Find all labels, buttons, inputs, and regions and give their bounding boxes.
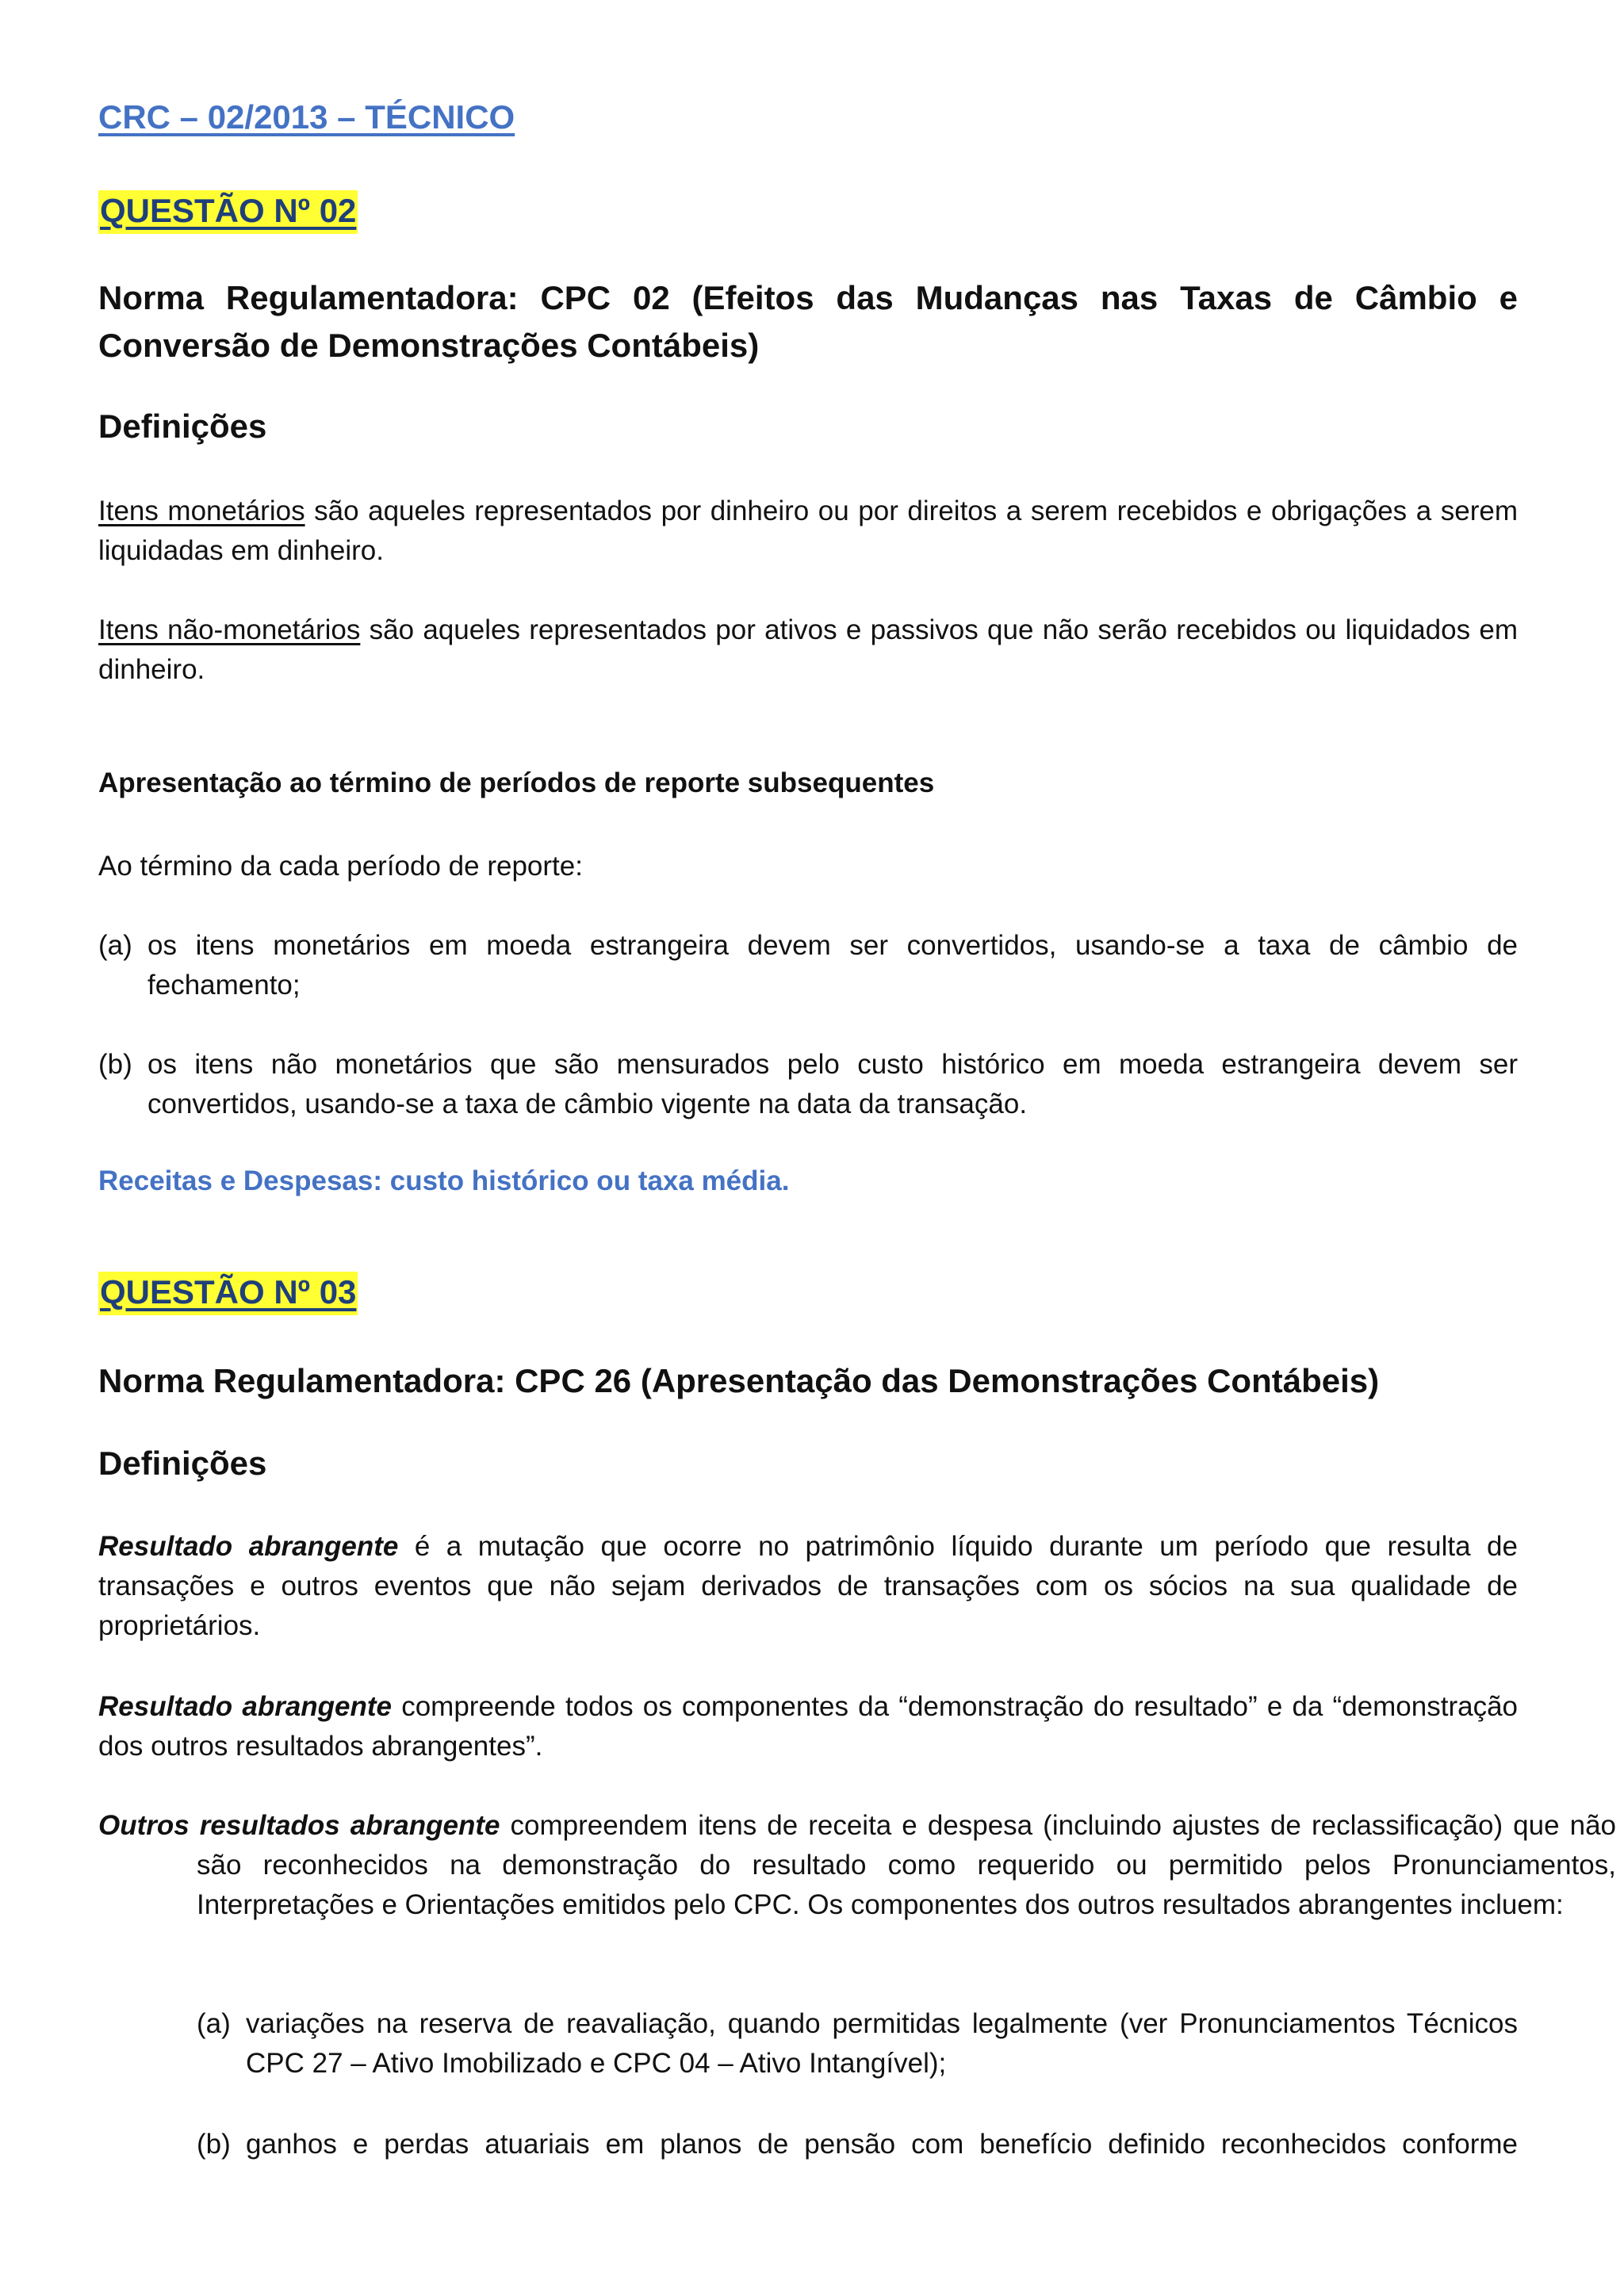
definition-monetary-text: são aqueles representados por dinheiro ou por direitos a serem recebidos e obrigações a serem liquidadas em dinheiro. (98, 496, 1518, 566)
definition-comprehensive-income-text: é a mutação que ocorre no patrimônio líquido durante um período que resulta de transações e outros eventos que não sejam derivados de transações com os sócios na sua qualidade de proprietários. (98, 1531, 1518, 1641)
list-item-a-q3-text: variações na reserva de reavaliação, quando permitidas legalmente (ver Pronunciamentos Técnicos CPC 27 – Ativo Imobilizado e CPC 04 – Ativo Intangível); (246, 2008, 1518, 2079)
definitions-title-03: Definições (98, 1445, 267, 1482)
list-item-b-q3 (197, 2125, 1518, 2164)
term-itens-nao-monetarios: Itens não-monetários (98, 614, 361, 645)
term-itens-monetarios: Itens monetários (98, 496, 305, 526)
term-outros-resultados-abrangente: Outros resultados abrangente (98, 1810, 500, 1841)
norma-cpc-26: Norma Regulamentadora: CPC 26 (Apresentação das Demonstrações Contábeis) (98, 1362, 1380, 1399)
document-title: CRC – 02/2013 – TÉCNICO (98, 98, 515, 136)
definition-paragraph-non-monetary (98, 610, 1518, 690)
list-marker-b: (b) (98, 1049, 132, 1080)
question-heading-03-text: QUESTÃO Nº 03 (98, 1272, 358, 1315)
list-marker-a: (a) (98, 930, 132, 961)
list-item-a-q3 (197, 2004, 1518, 2084)
definition-paragraph-comprehensive-income-2 (98, 1687, 1518, 1766)
list-marker-a-q3: (a) (197, 2008, 231, 2039)
list-item-b-q3-text: ganhos e perdas atuariais em planos de pensão com benefício definido reconhecidos conforme (246, 2129, 1518, 2160)
definition-non-monetary-text: são aqueles representados por ativos e passivos que não serão recebidos ou liquidados em dinheiro. (98, 614, 1519, 685)
question-heading-02 (98, 192, 1518, 230)
definition-paragraph-comprehensive-income (98, 1527, 1518, 1646)
list-marker-b-q3: (b) (197, 2129, 231, 2160)
definition-other-comprehensive-income-text: compreendem itens de receita e despesa (incluindo ajustes de reclassificação) que não são reconhecidos na demonstração do resultado como requerido ou permitido pelos Pronunciamentos, Interpretações e Orientações emitidos pelo CPC. Os componentes dos outros resultados abrangentes incluem: (197, 1810, 1617, 1920)
definition-paragraph-monetary (98, 492, 1518, 571)
definition-paragraph-other-comprehensive-income (98, 1806, 1616, 1925)
norma-cpc-02: Norma Regulamentadora: CPC 02 (Efeitos das Mudanças nas Taxas de Câmbio e Conversão de Demonstrações Contábeis) (98, 279, 1518, 364)
definition-comprehensive-income-2-text: compreende todos os componentes da “demonstração do resultado” e da “demonstração dos outros resultados abrangentes”. (98, 1691, 1519, 1762)
question-heading-02-text: QUESTÃO Nº 02 (98, 190, 358, 234)
list-item-b-q2 (98, 1045, 1518, 1124)
term-resultado-abrangente: Resultado abrangente (98, 1531, 399, 1562)
subheading-presentation: Apresentação ao término de períodos de reporte subsequentes (98, 767, 935, 798)
note-revenue-expenses: Receitas e Despesas: custo histórico ou taxa média. (98, 1165, 790, 1196)
list-item-a-q2 (98, 926, 1518, 1005)
list-item-b-text: os itens não monetários que são mensurados pelo custo histórico em moeda estrangeira devem ser convertidos, usando-se a taxa de câmbio vigente na data da transação. (147, 1049, 1518, 1119)
intro-reporting-period: Ao término da cada período de reporte: (98, 851, 583, 882)
definitions-title-02: Definições (98, 408, 267, 445)
term-resultado-abrangente-2: Resultado abrangente (98, 1691, 393, 1722)
list-item-a-text: os itens monetários em moeda estrangeira devem ser convertidos, usando-se a taxa de câmbio de fechamento; (147, 930, 1518, 1001)
question-heading-03 (98, 1273, 1518, 1311)
